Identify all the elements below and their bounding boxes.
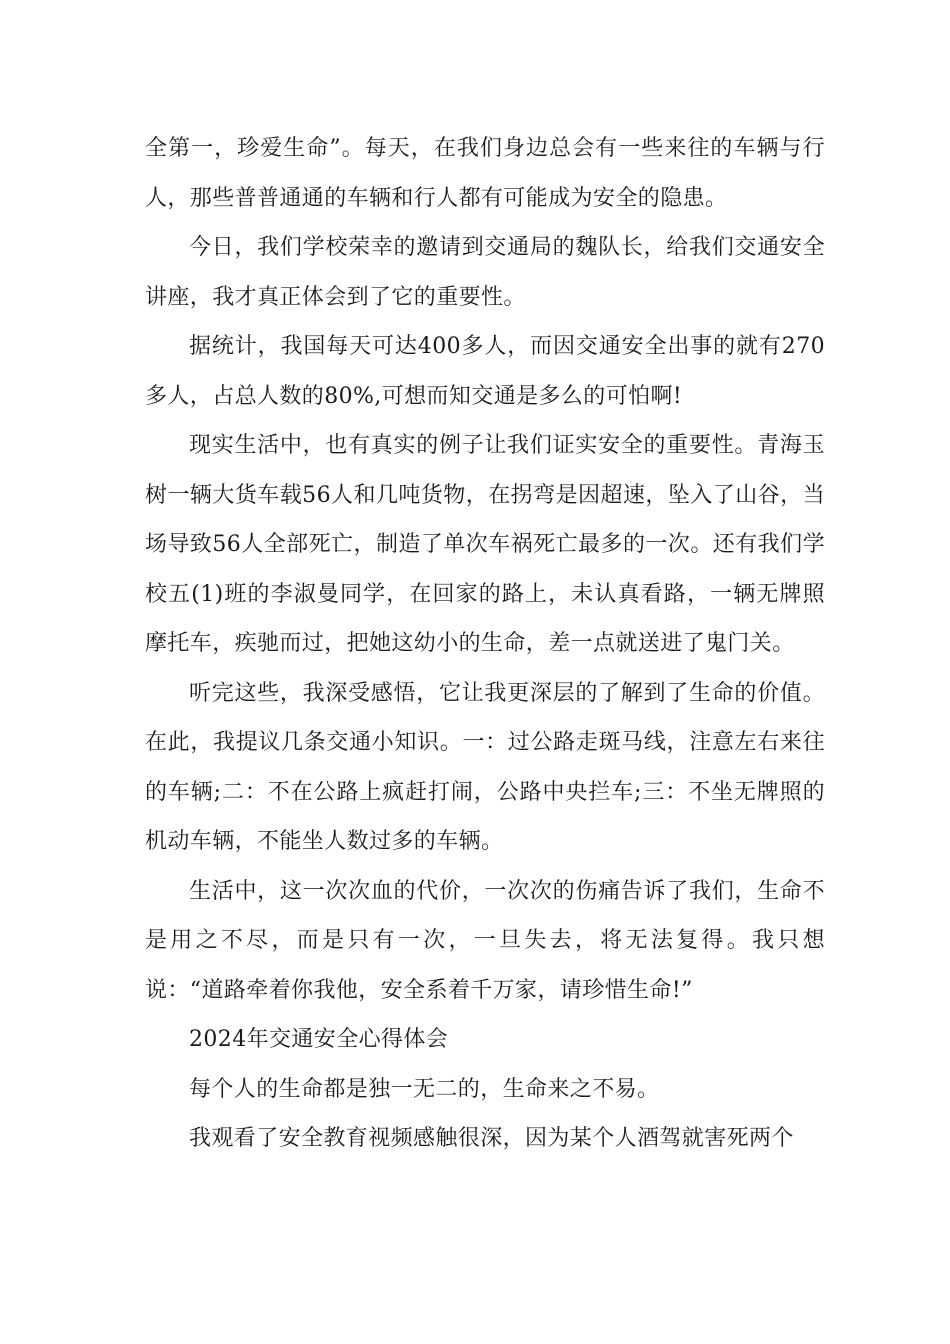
paragraph-4: 现实生活中，也有真实的例子让我们证实安全的重要性。青海玉树一辆大货车载56人和几吨货物，在拐弯是因超速，坠入了山谷，当场导致56人全部死亡，制造了单次车祸死亡最多的一次。还有我们学校五(1)班的李淑曼同学，在回家的路上，未认真看路，一辆无牌照摩托车，疾驰而过，把她这幼小的生命，差一点就送进了鬼门关。 — [145, 433, 825, 656]
paragraph-6: 生活中，这一次次血的代价，一次次的伤痛告诉了我们，生命不是用之不尽，而是只有一次，一旦失去，将无法复得。我只想说：“道路牵着你我他，安全系着千万家，请珍惜生命!” — [145, 878, 825, 1003]
document-body — [145, 124, 825, 1164]
paragraph-3: 据统计，我国每天可达400多人，而因交通安全出事的就有270多人，占总人数的80%,可想而知交通是多么的可怕啊! — [145, 334, 825, 409]
paragraph-9: 我观看了安全教育视频感触很深，因为某个人酒驾就害死两个 — [189, 1126, 794, 1151]
section-heading: 2024年交通安全心得体会 — [189, 1027, 449, 1052]
paragraph-5: 听完这些，我深受感悟，它让我更深层的了解到了生命的价值。在此，我提议几条交通小知识。一：过公路走斑马线，注意左右来往的车辆;二：不在公路上疯赶打闹，公路中央拦车;三：不坐无牌照的机动车辆，不能坐人数过多的车辆。 — [145, 680, 825, 854]
paragraph-8: 每个人的生命都是独一无二的，生命来之不易。 — [189, 1076, 660, 1102]
paragraph-1: 全第一，珍爱生命”。每天，在我们身边总会有一些来往的车辆与行人，那些普普通通的车辆和行人都有可能成为安全的隐患。 — [145, 136, 825, 211]
paragraph-2: 今日，我们学校荣幸的邀请到交通局的魏队长，给我们交通安全讲座，我才真正体会到了它的重要性。 — [145, 235, 825, 310]
